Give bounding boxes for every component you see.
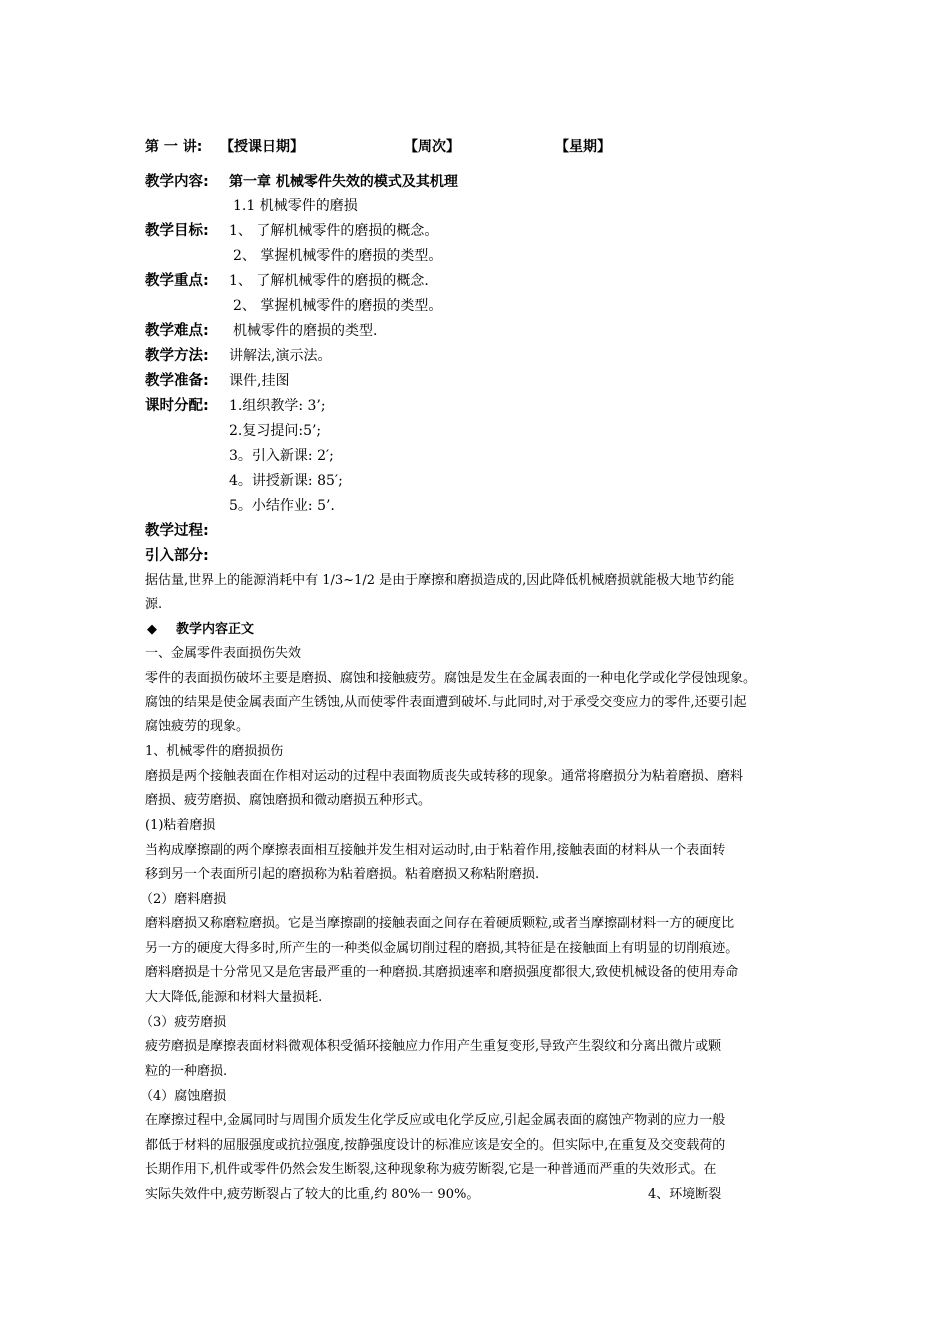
section-heading: 1、机械零件的磨损损伤: [145, 744, 284, 759]
body-paragraph: 长期作用下,机件或零件仍然会发生断裂,这种现象称为疲劳断裂,它是一种普通而严重的失效形式。在: [145, 1162, 717, 1177]
intro-label: 引入部分:: [145, 548, 209, 564]
prep-text: 课件,挂图: [229, 373, 290, 389]
intro-paragraph: 源.: [145, 597, 163, 612]
subsection-heading: (1)粘着磨损: [145, 818, 216, 833]
subsection-heading: （4）腐蚀磨损: [140, 1089, 227, 1104]
body-paragraph: 都低于材料的屈服强度或抗拉强度,按静强度设计的标准应该是安全的。但实际中,在重复及交变载荷的: [145, 1138, 726, 1153]
prep-label: 教学准备:: [145, 373, 209, 389]
body-paragraph: 腐蚀的结果是使金属表面产生锈蚀,从而使零件表面遭到破坏.与此同时,对于承受交变应力的零件,还要引起: [145, 695, 747, 710]
time-label: 课时分配:: [145, 398, 209, 414]
content-label: 教学内容:: [145, 174, 209, 190]
intro-paragraph: 据估量,世界上的能源消耗中有 1/3~1/2 是由于摩擦和磨损造成的,因此降低机械磨损就能极大地节约能: [145, 573, 735, 588]
lecture-week-field: 【周次】: [404, 139, 460, 155]
body-paragraph: 粒的一种磨损.: [145, 1064, 228, 1079]
process-label: 教学过程:: [145, 523, 209, 539]
body-paragraph: 在摩擦过程中,金属同时与周围介质发生化学反应或电化学反应,引起金属表面的腐蚀产物剥的应力一般: [145, 1113, 726, 1128]
difficulty-label: 教学难点:: [145, 323, 209, 339]
time-item: 1.组织教学: 3’;: [229, 398, 326, 414]
goal-label: 教学目标:: [145, 223, 209, 239]
difficulty-text: 机械零件的磨损的类型.: [233, 323, 378, 339]
main-content-heading: 教学内容正文: [176, 622, 255, 637]
key-item: 1、 了解机械零件的磨损的概念.: [229, 273, 429, 289]
time-item: 4。讲授新课: 85′;: [229, 473, 343, 489]
body-paragraph: 实际失效件中,疲劳断裂占了较大的比重,约 80%一 90%。: [145, 1187, 480, 1202]
body-paragraph: 疲劳磨损是摩擦表面材料微观体积受循环接触应力作用产生重复变形,导致产生裂纹和分离出微片或颗: [145, 1039, 722, 1054]
body-paragraph: 腐蚀疲劳的现象。: [145, 719, 250, 734]
body-paragraph: 磨损、疲劳磨损、腐蚀磨损和微动磨损五种形式。: [145, 793, 432, 808]
section-heading: 4、环境断裂: [648, 1187, 722, 1202]
body-paragraph: 当构成摩擦副的两个摩擦表面相互接触并发生相对运动时,由于粘着作用,接触表面的材料从一个表面转: [145, 843, 726, 858]
goal-item: 1、 了解机械零件的磨损的概念。: [229, 223, 439, 239]
lecture-weekday-field: 【星期】: [555, 139, 611, 155]
time-item: 3。引入新课: 2′;: [229, 448, 334, 464]
lecture-number: 第 一 讲:: [145, 139, 203, 155]
time-item: 5。小结作业: 5’.: [229, 498, 335, 514]
method-text: 讲解法,演示法。: [229, 348, 332, 364]
body-paragraph: 移到另一个表面所引起的磨损称为粘着磨损。粘着磨损又称粘附磨损.: [145, 867, 540, 882]
body-paragraph: 零件的表面损伤破坏主要是磨损、腐蚀和接触疲劳。腐蚀是发生在金属表面的一种电化学或化学侵蚀现象。: [145, 671, 757, 686]
goal-item: 2、 掌握机械零件的磨损的类型。: [233, 248, 443, 264]
body-paragraph: 另一方的硬度大得多时,所产生的一种类似金属切削过程的磨损,其特征是在接触面上有明显的切削痕迹。: [145, 941, 739, 956]
method-label: 教学方法:: [145, 348, 209, 364]
body-paragraph: 磨损是两个接触表面在作相对运动的过程中表面物质丧失或转移的现象。通常将磨损分为粘着磨损、磨料: [145, 769, 744, 784]
time-item: 2.复习提问:5’;: [229, 423, 322, 439]
section-title: 1.1 机械零件的磨损: [233, 198, 358, 214]
chapter-title: 第一章 机械零件失效的模式及其机理: [229, 174, 458, 190]
subsection-heading: （2）磨料磨损: [140, 892, 227, 907]
bullet-diamond-icon: ◆: [147, 622, 157, 637]
key-item: 2、 掌握机械零件的磨损的类型。: [233, 298, 443, 314]
section-heading: 一、金属零件表面损伤失效: [145, 646, 302, 661]
subsection-heading: （3）疲劳磨损: [140, 1015, 227, 1030]
body-paragraph: 磨料磨损又称磨粒磨损。它是当摩擦副的接触表面之间存在着硬质颗粒,或者当摩擦副材料一方的硬度比: [145, 916, 735, 931]
key-label: 教学重点:: [145, 273, 209, 289]
body-paragraph: 磨料磨损是十分常见又是危害最严重的一种磨损.其磨损速率和磨损强度都很大,致使机械设备的使用寿命: [145, 965, 739, 980]
lecture-date-field: 【授课日期】: [220, 139, 304, 155]
body-paragraph: 大大降低,能源和材料大量损耗.: [145, 990, 323, 1005]
